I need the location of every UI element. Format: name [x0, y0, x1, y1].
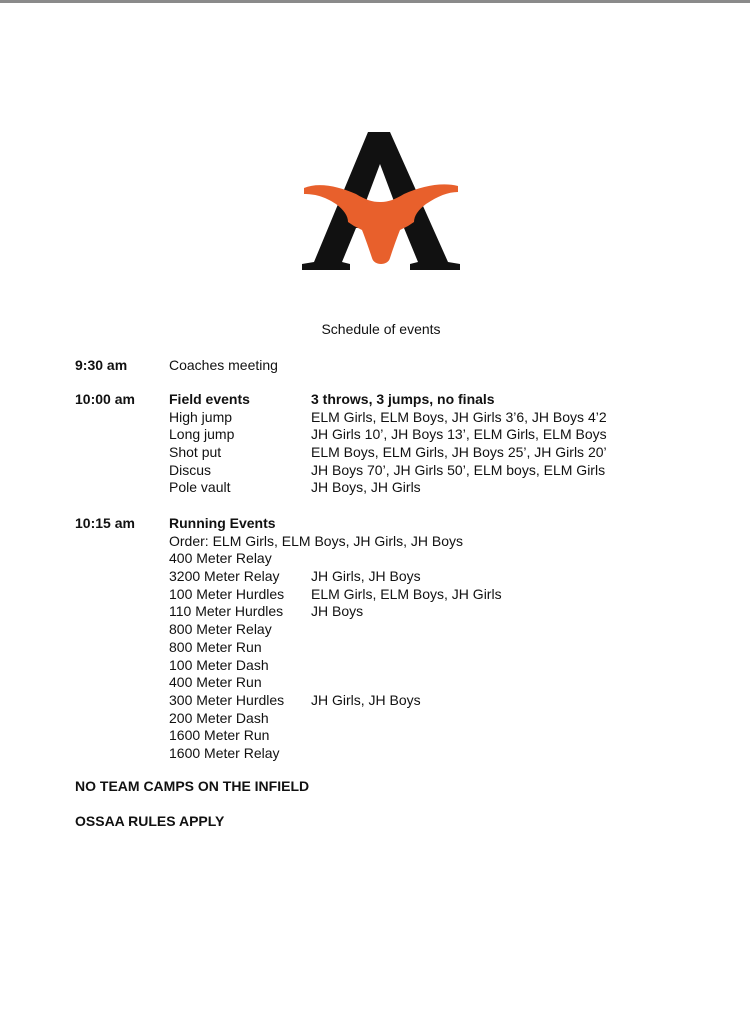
event-name: 1600 Meter Relay — [169, 744, 280, 761]
note-no-team-camps: NO TEAM CAMPS ON THE INFIELD — [75, 778, 310, 794]
event-name: 3200 Meter Relay — [169, 568, 280, 585]
event-name: 1600 Meter Run — [169, 727, 270, 744]
page-title: Schedule of events — [321, 321, 441, 337]
event-detail — [311, 745, 502, 763]
event-detail — [311, 657, 502, 675]
event-detail — [311, 550, 502, 568]
time-label: 10:15 am — [75, 515, 135, 531]
longhorn-a-logo — [298, 130, 464, 272]
event-name: Pole vault — [169, 479, 231, 496]
event-detail: ELM Girls, ELM Boys, JH Girls 3’6, JH Boys 4’2 — [311, 408, 607, 425]
event-name: Long jump — [169, 426, 235, 443]
time-label: 10:00 am — [75, 391, 135, 407]
event-detail: ELM Girls, ELM Boys, JH Girls — [311, 585, 502, 602]
running-events-details — [311, 550, 502, 762]
section-note: 3 throws, 3 jumps, no finals — [311, 391, 495, 407]
event-detail: JH Boys, JH Girls — [311, 479, 421, 496]
event-name: 800 Meter Run — [169, 638, 262, 655]
event-detail: JH Girls, JH Boys — [311, 691, 421, 708]
event-detail: JH Boys 70’, JH Girls 50’, ELM boys, ELM Girls — [311, 461, 606, 478]
event-detail — [311, 727, 502, 745]
event-name: 400 Meter Relay — [169, 550, 272, 567]
event-detail: ELM Boys, ELM Girls, JH Boys 25’, JH Girls 20’ — [311, 444, 607, 461]
event-detail — [311, 621, 502, 639]
event-detail: JH Boys — [311, 603, 364, 620]
event-name: Shot put — [169, 444, 222, 461]
event-name: 100 Meter Dash — [169, 656, 269, 673]
event-detail — [311, 674, 502, 692]
event-name: 300 Meter Hurdles — [169, 691, 285, 708]
event-detail: JH Girls, JH Boys — [311, 568, 421, 585]
event-name: Discus — [169, 461, 212, 478]
event-name: 110 Meter Hurdles — [169, 603, 284, 620]
top-border — [0, 0, 750, 3]
field-events-details — [311, 391, 607, 497]
event-detail — [311, 710, 502, 728]
event-name: 100 Meter Hurdles — [169, 585, 285, 602]
event-name: 800 Meter Relay — [169, 621, 272, 638]
note-ossaa-rules: OSSAA RULES APPLY — [75, 813, 225, 829]
section-heading: Field events — [169, 391, 250, 407]
running-order: Order: ELM Girls, ELM Boys, JH Girls, JH Boys — [169, 532, 464, 549]
event-name: 400 Meter Run — [169, 674, 262, 691]
event-detail — [311, 639, 502, 657]
event-name: 200 Meter Dash — [169, 709, 269, 726]
event-name: High jump — [169, 408, 233, 425]
field-events-names — [169, 391, 250, 497]
section-heading: Running Events — [169, 515, 276, 531]
event-detail: JH Girls 10’, JH Boys 13’, ELM Girls, ELM Boys — [311, 426, 607, 443]
event-label: Coaches meeting — [169, 357, 278, 373]
time-label: 9:30 am — [75, 357, 128, 373]
